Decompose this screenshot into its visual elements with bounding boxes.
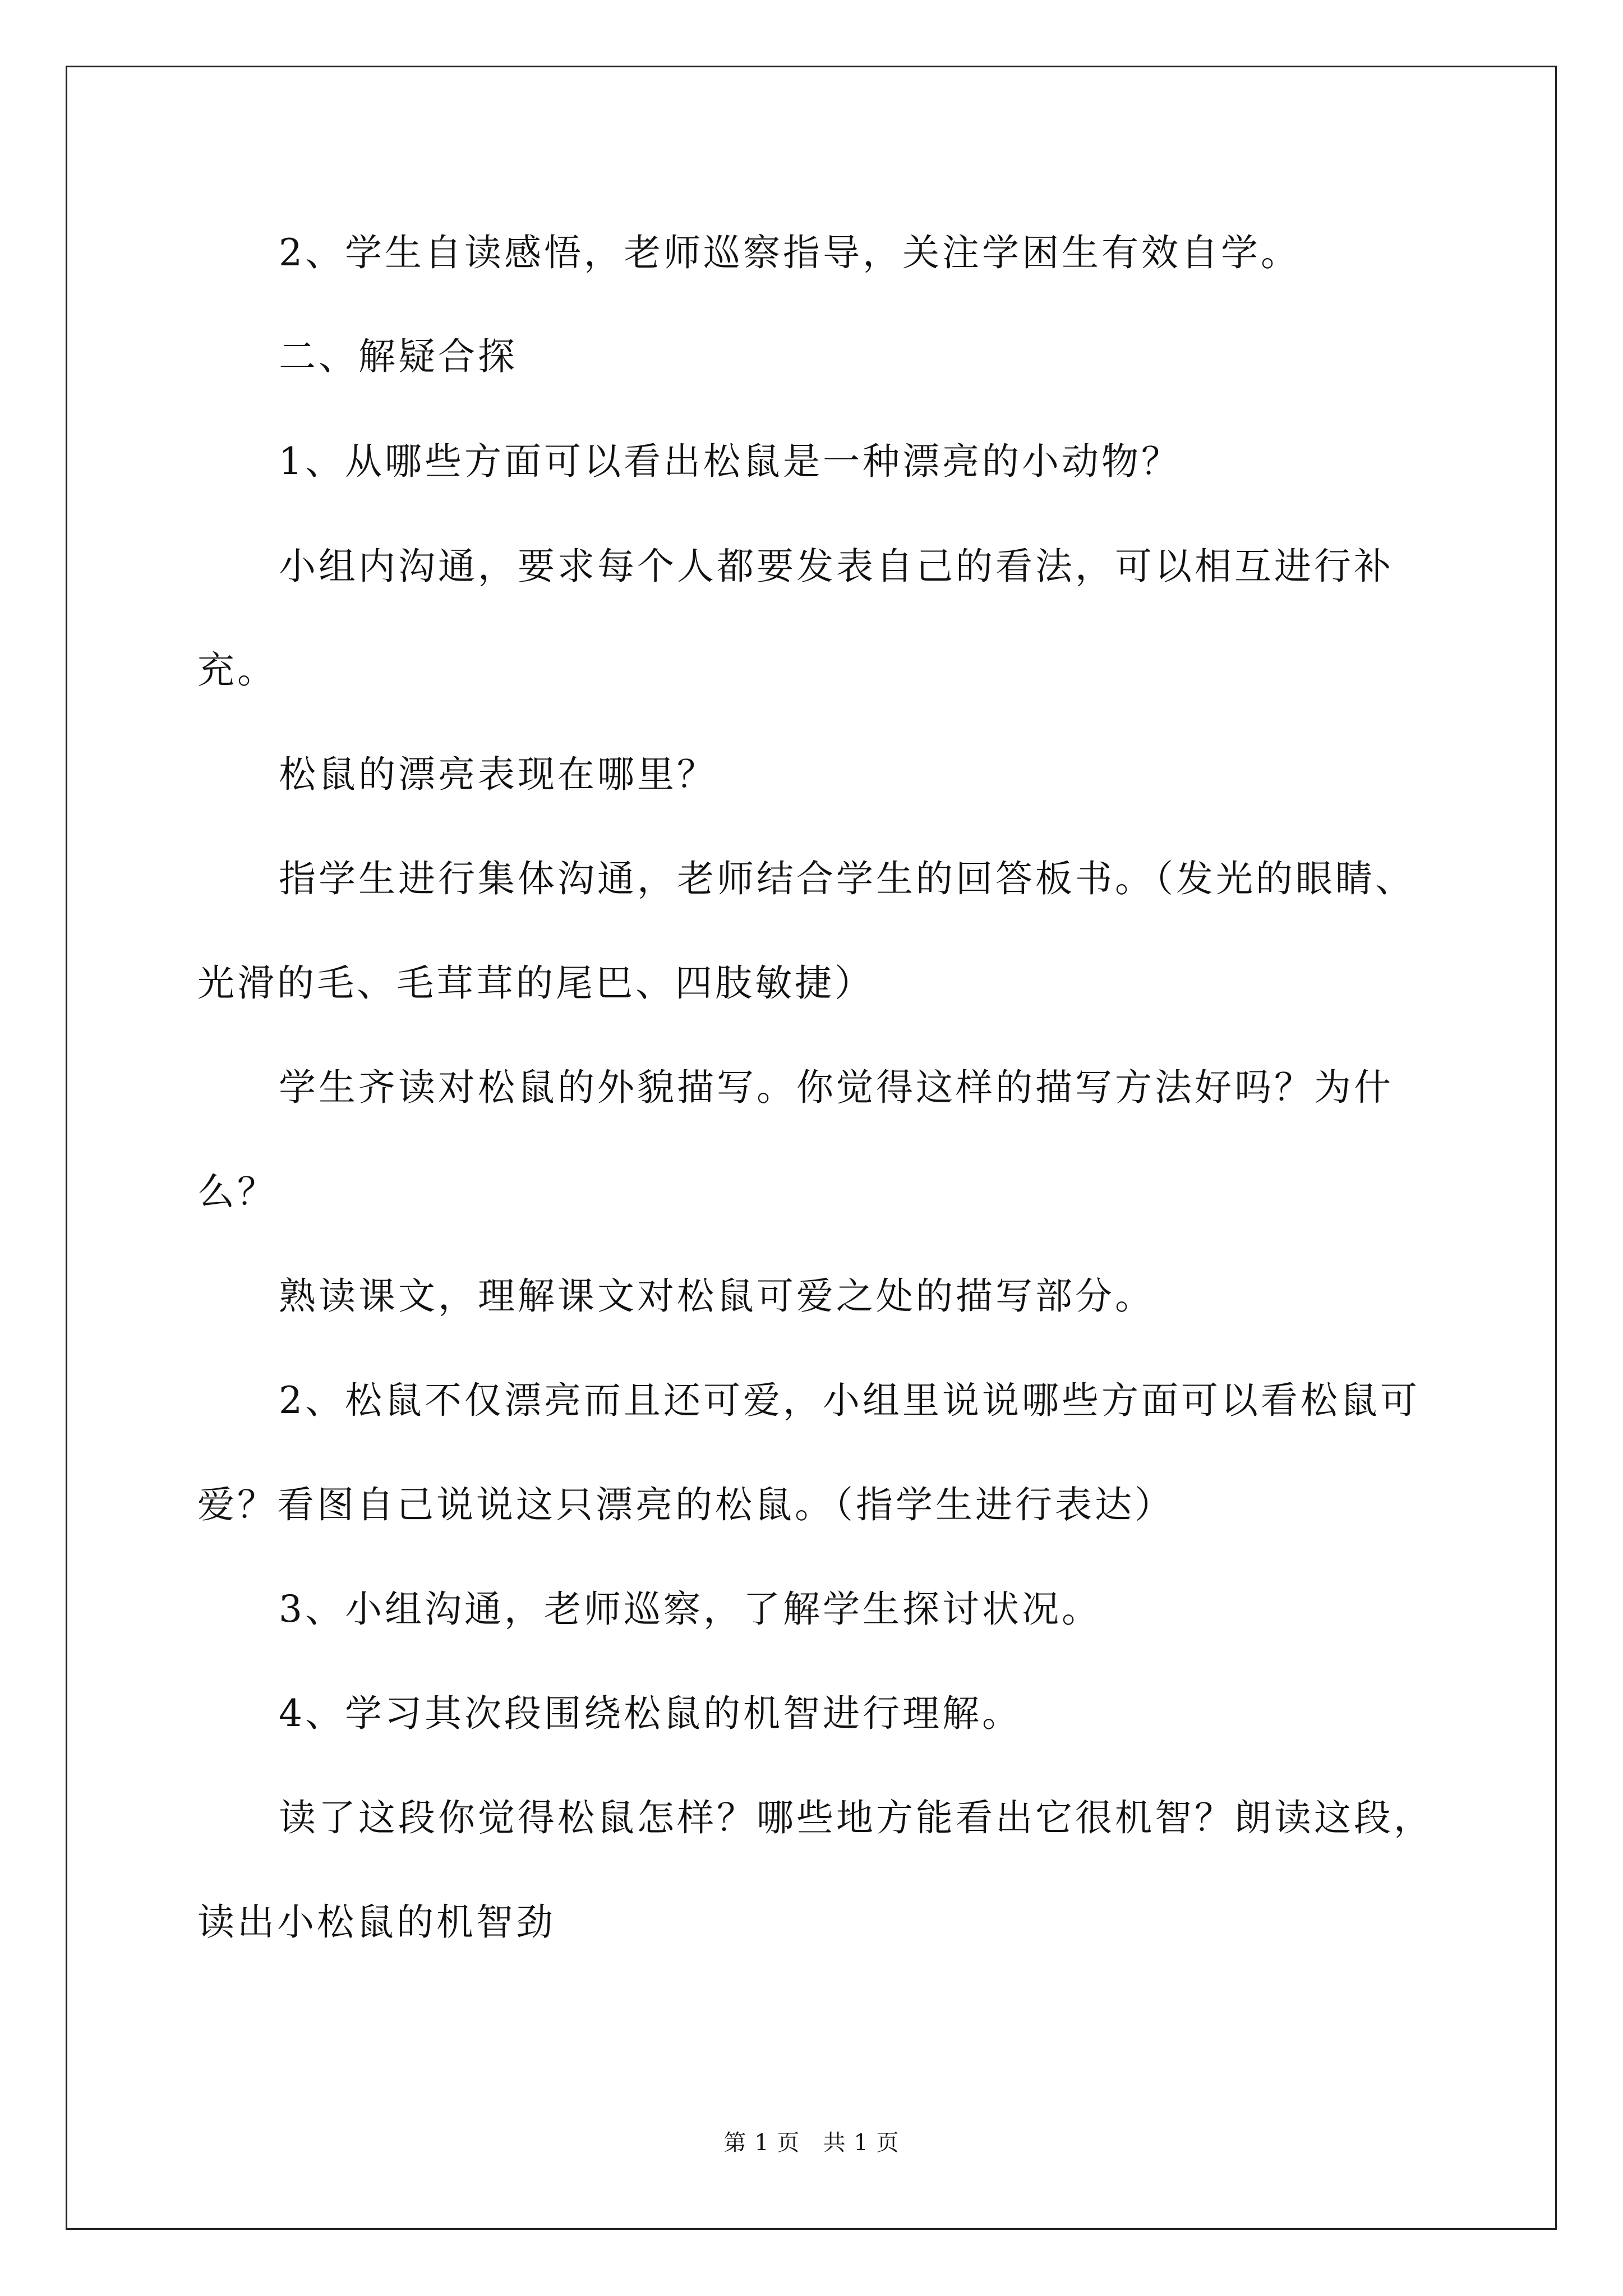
paragraph-2-line-1: 二、解疑合探 <box>279 335 518 378</box>
paragraph-12-line-2: 读出小松鼠的机智劲 <box>197 1901 556 1944</box>
paragraph-5-line-1: 松鼠的漂亮表现在哪里？ <box>279 753 717 796</box>
page-footer: 第 1 页 共 1 页 <box>723 2130 900 2156</box>
paragraph-7-line-2: 么？ <box>197 1170 277 1213</box>
paragraph-6-line-2: 光滑的毛、毛茸茸的尾巴、四肢敏捷） <box>197 961 874 1005</box>
paragraph-7-line-1: 学生齐读对松鼠的外貌描写。你觉得这样的描写方法好吗？为什 <box>279 1066 1394 1109</box>
paragraph-4-line-1: 小组内沟通，要求每个人都要发表自己的看法，可以相互进行补 <box>279 545 1394 588</box>
paragraph-10-line-1: 3、小组沟通，老师巡察，了解学生探讨状况。 <box>279 1588 1101 1631</box>
paragraph-1-line-1: 2、学生自读感悟，老师巡察指导，关注学困生有效自学。 <box>279 231 1301 274</box>
paragraph-3-line-1: 1、从哪些方面可以看出松鼠是一种漂亮的小动物？ <box>279 440 1181 483</box>
paragraph-11-line-1: 4、学习其次段围绕松鼠的机智进行理解。 <box>279 1692 1022 1735</box>
paragraph-4-line-2: 充。 <box>197 648 277 692</box>
paragraph-9-line-2: 爱？看图自己说说这只漂亮的松鼠。（指学生进行表达） <box>197 1483 1174 1526</box>
paragraph-9-line-1: 2、松鼠不仅漂亮而且还可爱，小组里说说哪些方面可以看松鼠可 <box>279 1379 1420 1422</box>
paragraph-12-line-1: 读了这段你觉得松鼠怎样？哪些地方能看出它很机智？朗读这段， <box>279 1796 1433 1839</box>
paragraph-6-line-1: 指学生进行集体沟通，老师结合学生的回答板书。（发光的眼睛、 <box>279 857 1415 900</box>
paragraph-8-line-1: 熟读课文，理解课文对松鼠可爱之处的描写部分。 <box>279 1274 1155 1318</box>
